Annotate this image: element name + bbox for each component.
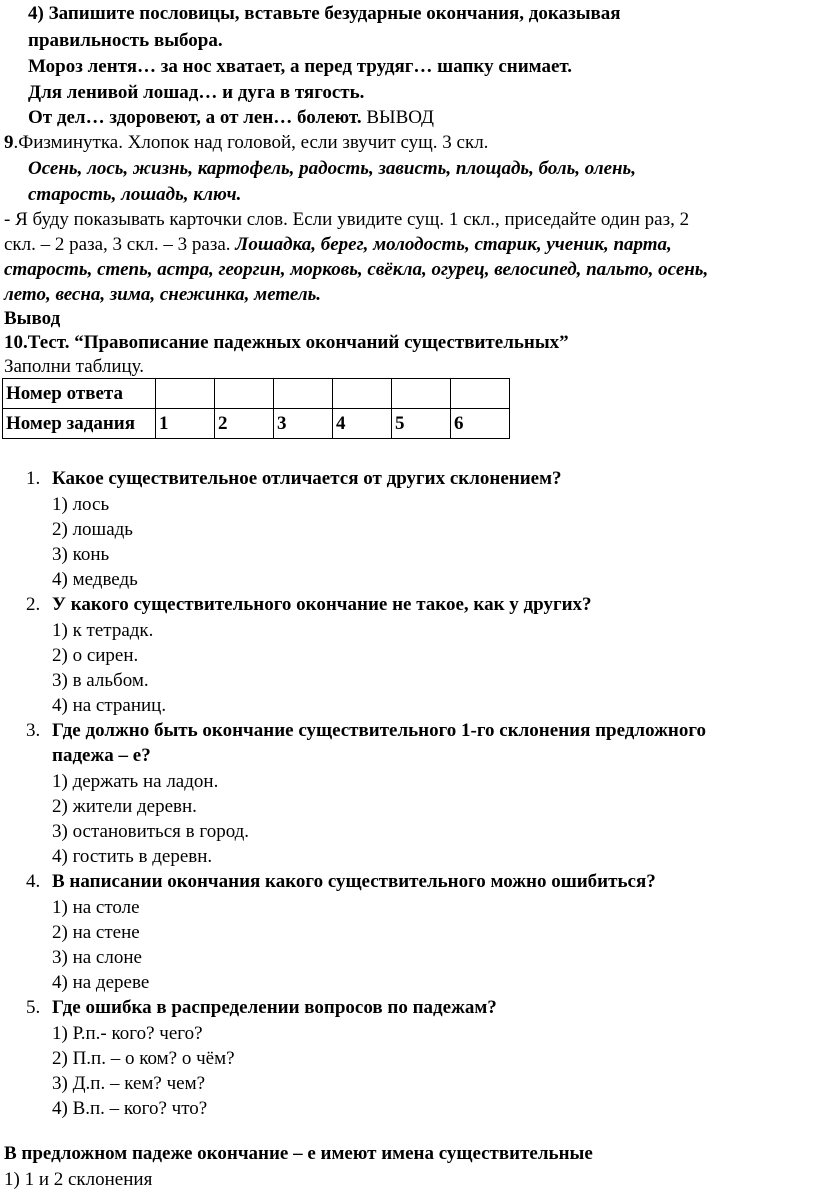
- question-4-text: В написании окончания какого существительного можно ошибиться?: [52, 871, 656, 892]
- answer-cell[interactable]: [451, 379, 510, 409]
- task-number-cell: 3: [274, 409, 333, 439]
- task4-title-line2: правильность выбора.: [28, 30, 223, 51]
- question-3-text-line1: Где должно быть окончание существительного 1-го склонения предложного: [52, 720, 706, 741]
- table-row1-label: Номер ответа: [3, 379, 156, 409]
- table-row: [3, 409, 510, 439]
- question-4-number: 4.: [26, 871, 41, 892]
- question-5-option-2: 2) П.п. – о ком? о чём?: [52, 1048, 235, 1069]
- task10-instruction: Заполни таблицу.: [4, 356, 145, 377]
- task9-words-line1: Осень, лось, жизнь, картофель, радость, зависть, площадь, боль, олень,: [28, 158, 636, 179]
- task10-title: 10.Тест. “Правописание падежных окончаний существительных”: [4, 332, 569, 353]
- question-1-option-2: 2) лошадь: [52, 519, 133, 540]
- final-option-1: 1) 1 и 2 склонения: [4, 1169, 153, 1190]
- question-3-option-1: 1) держать на ладон.: [52, 771, 219, 792]
- answer-table: [2, 378, 510, 439]
- question-3-text-line2: падежа – е?: [52, 745, 151, 766]
- answer-cell[interactable]: [156, 379, 215, 409]
- proverb-3: От дел… здоровеют, а от лен… болеют. ВЫВОД: [28, 107, 434, 128]
- task9-conclusion: Вывод: [4, 308, 61, 329]
- question-5-option-3: 3) Д.п. – кем? чем?: [52, 1073, 206, 1094]
- question-4-option-3: 3) на слоне: [52, 947, 142, 968]
- question-1-number: 1.: [26, 468, 41, 489]
- table-row: [3, 379, 510, 409]
- answer-cell[interactable]: [215, 379, 274, 409]
- answer-cell[interactable]: [274, 379, 333, 409]
- question-1-option-1: 1) лось: [52, 494, 110, 515]
- question-2-option-4: 4) на страниц.: [52, 695, 167, 716]
- question-2-option-1: 1) к тетрадк.: [52, 620, 154, 641]
- question-3-option-4: 4) гостить в деревн.: [52, 846, 213, 867]
- question-5-option-4: 4) В.п. – кого? что?: [52, 1098, 208, 1119]
- question-5-option-1: 1) Р.п.- кого? чего?: [52, 1023, 203, 1044]
- question-3-option-3: 3) остановиться в город.: [52, 821, 250, 842]
- question-2-option-3: 3) в альбом.: [52, 670, 149, 691]
- task-number-cell: 2: [215, 409, 274, 439]
- question-1-option-4: 4) медведь: [52, 569, 138, 590]
- task9-words-line3: старость, степь, астра, георгин, морковь, свёкла, огурец, велосипед, пальто, осень,: [4, 259, 709, 280]
- question-3-option-2: 2) жители деревн.: [52, 796, 197, 817]
- task9-words-line2: старость, лошадь, ключ.: [28, 184, 242, 205]
- question-2-number: 2.: [26, 594, 41, 615]
- question-1-option-3: 3) конь: [52, 544, 110, 565]
- final-heading: В предложном падеже окончание – е имеют имена существительные: [4, 1143, 593, 1164]
- question-5-number: 5.: [26, 997, 41, 1018]
- task-number-cell: 1: [156, 409, 215, 439]
- question-4-option-1: 1) на столе: [52, 897, 140, 918]
- table-row2-label: Номер задания: [3, 409, 156, 439]
- question-2-text: У какого существительного окончание не такое, как у других?: [52, 594, 592, 615]
- question-2-option-2: 2) о сирен.: [52, 645, 139, 666]
- question-3-number: 3.: [26, 720, 41, 741]
- answer-cell[interactable]: [333, 379, 392, 409]
- task9-words-line4: лето, весна, зима, снежинка, метель.: [4, 284, 322, 305]
- task-number-cell: 6: [451, 409, 510, 439]
- task-number-cell: 5: [392, 409, 451, 439]
- task9-instruction-line2: скл. – 2 раза, 3 скл. – 3 раза. Лошадка, берег, молодость, старик, ученик, парта,: [4, 234, 672, 255]
- task4-conclusion: ВЫВОД: [361, 107, 434, 128]
- question-4-option-2: 2) на стене: [52, 922, 140, 943]
- question-4-option-4: 4) на дереве: [52, 972, 150, 993]
- task4-title-line1: 4) Запишите пословицы, вставьте безударные окончания, доказывая: [28, 3, 621, 24]
- task-number-cell: 4: [333, 409, 392, 439]
- proverb-2: Для ленивой лошад… и дуга в тягость.: [28, 82, 365, 103]
- answer-cell[interactable]: [392, 379, 451, 409]
- task9-instruction-line1: - Я буду показывать карточки слов. Если увидите сущ. 1 скл., приседайте один раз, 2: [4, 209, 690, 230]
- question-5-text: Где ошибка в распределении вопросов по падежам?: [52, 997, 497, 1018]
- task9-heading: 9.Физминутка. Хлопок над головой, если звучит сущ. 3 скл.: [4, 132, 489, 153]
- question-1-text: Какое существительное отличается от других склонением?: [52, 468, 562, 489]
- proverb-1: Мороз лентя… за нос хватает, а перед трудяг… шапку снимает.: [28, 56, 573, 77]
